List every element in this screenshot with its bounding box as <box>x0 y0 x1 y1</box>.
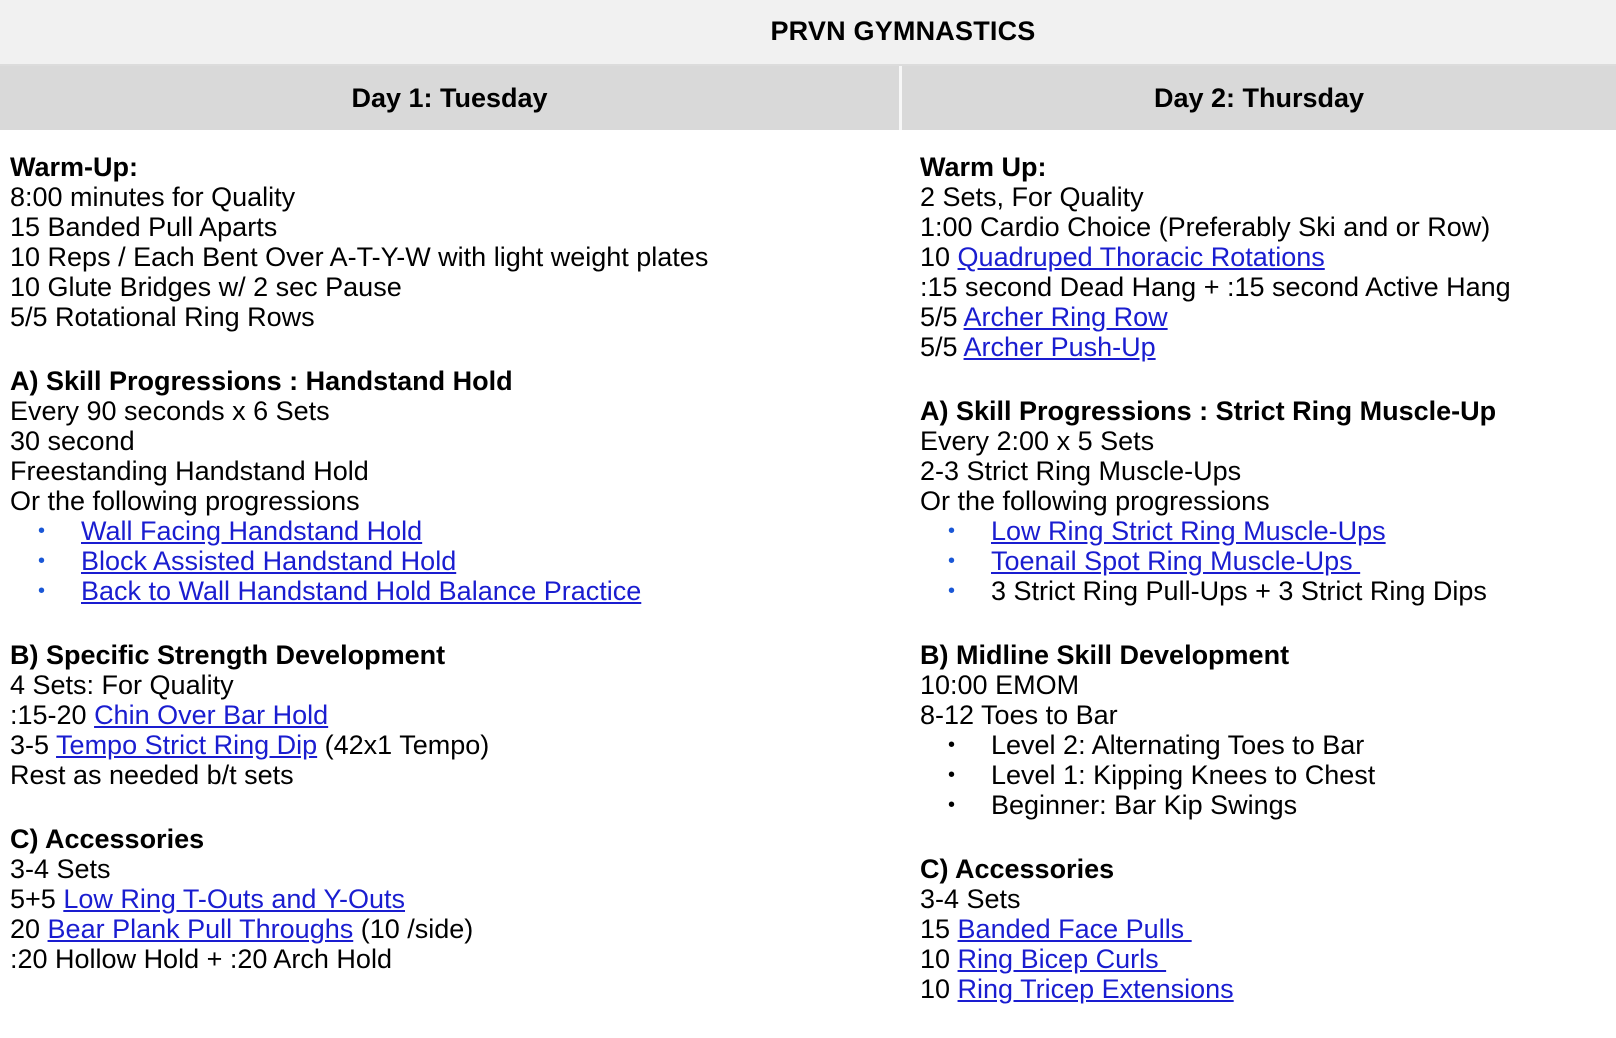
list-item-text: Beginner: Bar Kip Swings <box>991 790 1298 820</box>
text-line: 3-4 Sets <box>920 884 1021 914</box>
line-prefix: 20 <box>10 914 48 944</box>
day1-section-c <box>10 824 902 974</box>
progression-list <box>10 516 902 606</box>
exercise-link[interactable]: Ring Bicep Curls <box>957 944 1167 974</box>
text-line: Or the following progressions <box>920 486 1270 516</box>
bullet-icon: • <box>948 520 956 542</box>
text-line <box>920 914 1616 944</box>
line-prefix: 15 <box>920 914 958 944</box>
text-line <box>920 332 1616 362</box>
text-line: 4 Sets: For Quality <box>10 670 234 700</box>
list-item-text: Level 2: Alternating Toes to Bar <box>991 730 1365 760</box>
text-line: Rest as needed b/t sets <box>10 760 294 790</box>
line-prefix: 3-5 <box>10 730 57 760</box>
text-line <box>920 944 1616 974</box>
bullet-icon: • <box>948 794 956 816</box>
page-title: PRVN GYMNASTICS <box>770 16 1036 46</box>
text-line <box>920 302 1616 332</box>
exercise-link[interactable]: Back to Wall Handstand Hold Balance Practice <box>81 576 642 606</box>
bullet-icon: • <box>38 550 46 572</box>
text-line: 3-4 Sets <box>10 854 111 884</box>
day1-warmup <box>10 152 902 332</box>
day2-section-a <box>920 396 1616 606</box>
title-bar <box>0 0 1616 66</box>
text-line: 8:00 minutes for Quality <box>10 182 296 212</box>
list-item <box>920 790 1616 820</box>
bullet-icon: • <box>948 580 956 602</box>
exercise-link[interactable]: Low Ring Strict Ring Muscle-Ups <box>991 516 1386 546</box>
text-line: Or the following progressions <box>10 486 360 516</box>
day2-section-b <box>920 640 1616 820</box>
exercise-link[interactable]: Ring Tricep Extensions <box>957 974 1234 1004</box>
bullet-icon: • <box>948 764 956 786</box>
exercise-link[interactable]: Bear Plank Pull Throughs <box>47 914 354 944</box>
day2-warmup <box>920 152 1616 362</box>
list-item <box>920 576 1616 606</box>
text-line <box>10 884 902 914</box>
text-line: :15 second Dead Hang + :15 second Active Hang <box>920 272 1511 302</box>
list-item <box>920 730 1616 760</box>
text-line: 10 Reps / Each Bent Over A-T-Y-W with light weight plates <box>10 242 709 272</box>
line-suffix: (42x1 Tempo) <box>317 730 490 760</box>
list-item-text: Level 1: Kipping Knees to Chest <box>991 760 1376 790</box>
list-item <box>920 546 1616 576</box>
text-line: Freestanding Handstand Hold <box>10 456 369 486</box>
text-line: 10 Glute Bridges w/ 2 sec Pause <box>10 272 402 302</box>
level-list <box>920 730 1616 820</box>
text-line <box>10 700 902 730</box>
day1-header: Day 1: Tuesday <box>0 66 902 130</box>
day1-section-b <box>10 640 902 790</box>
bullet-icon: • <box>948 734 956 756</box>
section-heading: C) Accessories <box>10 824 205 854</box>
list-item <box>920 516 1616 546</box>
text-line: 8-12 Toes to Bar <box>920 700 1118 730</box>
day2-column <box>902 130 1616 1038</box>
exercise-link[interactable]: Chin Over Bar Hold <box>94 700 329 730</box>
text-line: 1:00 Cardio Choice (Preferably Ski and or Row) <box>920 212 1491 242</box>
section-heading: Warm-Up: <box>10 152 138 182</box>
text-line: 10:00 EMOM <box>920 670 1080 700</box>
exercise-link[interactable]: Wall Facing Handstand Hold <box>81 516 423 546</box>
exercise-link[interactable]: Tempo Strict Ring Dip <box>56 730 318 760</box>
text-line: 5/5 Rotational Ring Rows <box>10 302 315 332</box>
bullet-icon: • <box>38 520 46 542</box>
section-heading: C) Accessories <box>920 854 1115 884</box>
list-item <box>920 760 1616 790</box>
list-item-text: 3 Strict Ring Pull-Ups + 3 Strict Ring Dips <box>991 576 1487 606</box>
line-prefix: :15-20 <box>10 700 95 730</box>
text-line: 15 Banded Pull Aparts <box>10 212 278 242</box>
text-line: Every 90 seconds x 6 Sets <box>10 396 330 426</box>
day1-column <box>0 130 902 1038</box>
exercise-link[interactable]: Low Ring T-Outs and Y-Outs <box>63 884 406 914</box>
line-prefix: 10 <box>920 242 958 272</box>
text-line: 2-3 Strict Ring Muscle-Ups <box>920 456 1242 486</box>
exercise-link[interactable]: Archer Ring Row <box>963 302 1168 332</box>
list-item <box>10 516 902 546</box>
exercise-link[interactable]: Banded Face Pulls <box>957 914 1192 944</box>
line-prefix: 5+5 <box>10 884 64 914</box>
line-prefix: 10 <box>920 974 958 1004</box>
text-line: 2 Sets, For Quality <box>920 182 1144 212</box>
line-prefix: 5/5 <box>920 302 964 332</box>
section-heading: B) Midline Skill Development <box>920 640 1290 670</box>
text-line <box>10 730 902 760</box>
list-item <box>10 546 902 576</box>
progression-list <box>920 516 1616 606</box>
exercise-link[interactable]: Block Assisted Handstand Hold <box>81 546 457 576</box>
section-heading: Warm Up: <box>920 152 1047 182</box>
section-heading: A) Skill Progressions : Handstand Hold <box>10 366 513 396</box>
day2-section-c <box>920 854 1616 1004</box>
columns <box>0 130 1616 1038</box>
text-line <box>920 242 1616 272</box>
line-prefix: 5/5 <box>920 332 964 362</box>
day1-section-a <box>10 366 902 606</box>
list-item <box>10 576 902 606</box>
day2-header: Day 2: Thursday <box>902 66 1616 130</box>
exercise-link[interactable]: Toenail Spot Ring Muscle-Ups <box>991 546 1361 576</box>
exercise-link[interactable]: Archer Push-Up <box>963 332 1156 362</box>
line-suffix: (10 /side) <box>353 914 474 944</box>
bullet-icon: • <box>38 580 46 602</box>
text-line: :20 Hollow Hold + :20 Arch Hold <box>10 944 392 974</box>
text-line: 30 second <box>10 426 135 456</box>
section-heading: A) Skill Progressions : Strict Ring Muscle-Up <box>920 396 1497 426</box>
exercise-link[interactable]: Quadruped Thoracic Rotations <box>957 242 1325 272</box>
section-heading: B) Specific Strength Development <box>10 640 446 670</box>
text-line: Every 2:00 x 5 Sets <box>920 426 1155 456</box>
text-line <box>920 974 1616 1004</box>
bullet-icon: • <box>948 550 956 572</box>
day-headers <box>0 66 1616 130</box>
line-prefix: 10 <box>920 944 958 974</box>
text-line <box>10 914 902 944</box>
